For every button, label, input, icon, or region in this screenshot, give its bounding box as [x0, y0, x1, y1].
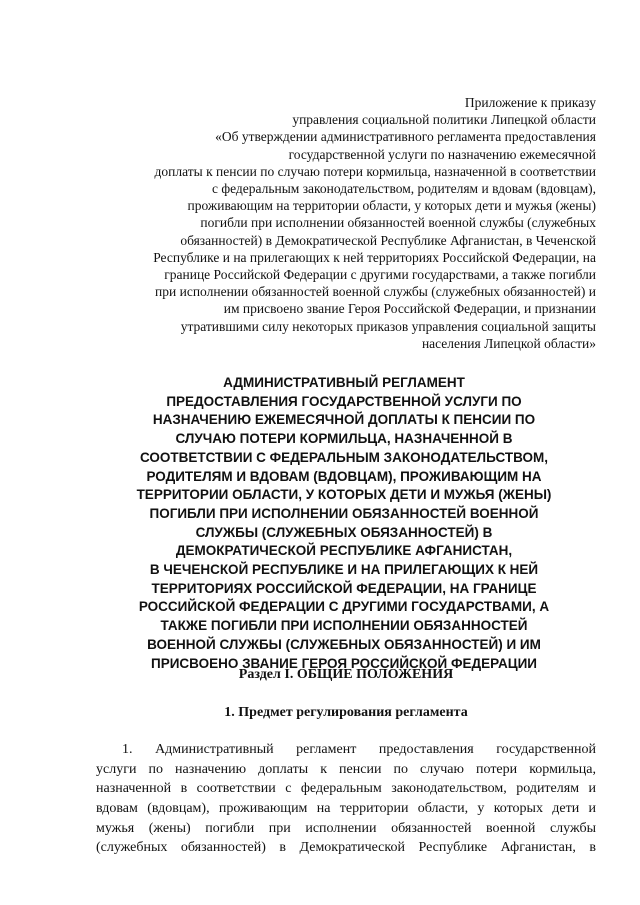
appendix-line: доплаты к пенсии по случаю потери кормильца, назначенной в соответствии [154, 163, 596, 179]
paragraph-line: мужья (жены) погибли при исполнении обязанностей военной службы [96, 820, 596, 836]
regulation-title-line: ДЕМОКРАТИЧЕСКОЙ РЕСПУБЛИКЕ АФГАНИСТАН, [175, 543, 513, 559]
appendix-line: Республике и на прилегающих к ней территориях Российской Федерации, на [153, 249, 596, 265]
appendix-line: населения Липецкой области» [421, 335, 596, 351]
appendix-line: погибли при исполнении обязанностей военной службы (служебных [200, 215, 596, 231]
section-heading: Раздел I. ОБЩИЕ ПОЛОЖЕНИЯ [238, 667, 454, 682]
regulation-title-line: СЛУЧАЮ ПОТЕРИ КОРМИЛЬЦА, НАЗНАЧЕННОЙ В [175, 431, 513, 447]
regulation-title-line: ТЕРРИТОРИИ ОБЛАСТИ, У КОТОРЫХ ДЕТИ И МУЖЬЯ (ЖЕНЫ) [136, 487, 552, 503]
regulation-title-line: ПРИСВОЕНО ЗВАНИЕ ГЕРОЯ РОССИЙСКОЙ ФЕДЕРАЦИИ [151, 655, 537, 671]
appendix-line: проживающим на территории области, у которых дети и мужья (жены) [187, 198, 596, 214]
paragraph-line: вдовам (вдовцам), проживающим на территории области, у которых дети и [96, 801, 596, 817]
appendix-line: государственной услуги по назначению ежемесячной [288, 146, 596, 162]
regulation-title-line: СООТВЕТСТВИИ С ФЕДЕРАЛЬНЫМ ЗАКОНОДАТЕЛЬСТВОМ, [139, 449, 549, 465]
paragraph-line: 1. Административный регламент предоставления государственной [122, 742, 596, 757]
regulation-title-line: ТАКЖЕ ПОГИБЛИ ПРИ ИСПОЛНЕНИИ ОБЯЗАННОСТЕЙ [160, 618, 528, 634]
regulation-title-line: В ЧЕЧЕНСКОЙ РЕСПУБЛИКЕ И НА ПРИЛЕГАЮЩИХ К НЕЙ [149, 562, 539, 578]
appendix-line: обязанностей) в Демократической Республике Афганистан, в Чеченской [180, 232, 596, 248]
regulation-title-line: РОССИЙСКОЙ ФЕДЕРАЦИИ С ДРУГИМИ ГОСУДАРСТВАМИ, А [138, 599, 550, 615]
paragraph-line: (служебных обязанностей) в Демократической Республике Афганистан, в [96, 840, 596, 856]
appendix-header [96, 94, 596, 352]
appendix-line: утратившими силу некоторых приказов управления социальной защиты [180, 318, 596, 334]
paragraph-line: назначенной в соответствии с федеральным законодательством, родителям и [96, 781, 596, 797]
appendix-line: управления социальной политики Липецкой области [292, 112, 596, 128]
regulation-title-line: ВОЕННОЙ СЛУЖБЫ (СЛУЖЕБНЫХ ОБЯЗАННОСТЕЙ) И ИМ [147, 636, 541, 652]
appendix-line: с федеральным законодательством, родителям и вдовам (вдовцам), [211, 181, 596, 197]
regulation-title-line: СЛУЖБЫ (СЛУЖЕБНЫХ ОБЯЗАННОСТЕЙ) В [195, 524, 493, 540]
paragraph-1 [96, 740, 596, 858]
regulation-title-line: ПОГИБЛИ ПРИ ИСПОЛНЕНИИ ОБЯЗАННОСТЕЙ ВОЕННОЙ [149, 505, 539, 521]
appendix-line: им присвоено звание Героя Российской Федерации, и признании [223, 301, 596, 317]
appendix-line: при исполнении обязанностей военной службы (служебных обязанностей) и [155, 284, 596, 300]
appendix-line: «Об утверждении административного регламента предоставления [215, 129, 596, 145]
regulation-title-line: ТЕРРИТОРИЯХ РОССИЙСКОЙ ФЕДЕРАЦИИ, НА ГРАНИЦЕ [151, 580, 537, 596]
regulation-title-line: АДМИНИСТРАТИВНЫЙ РЕГЛАМЕНТ [223, 375, 465, 390]
regulation-title [88, 374, 600, 673]
regulation-title-line: РОДИТЕЛЯМ И ВДОВАМ (ВДОВЦАМ), ПРОЖИВАЮЩИМ НА [146, 468, 542, 484]
appendix-line: границе Российской Федерации с другими государствами, а также погибли [164, 267, 596, 283]
appendix-line: Приложение к приказу [464, 95, 596, 110]
regulation-title-line: НАЗНАЧЕНИЮ ЕЖЕМЕСЯЧНОЙ ДОПЛАТЫ К ПЕНСИИ ПО [152, 412, 536, 428]
paragraph-line: услуги по назначению доплаты к пенсии по случаю потери кормильца, [96, 761, 596, 777]
subsection-heading: 1. Предмет регулирования регламента [224, 705, 468, 720]
regulation-title-line: ПРЕДОСТАВЛЕНИЯ ГОСУДАРСТВЕННОЙ УСЛУГИ ПО [166, 393, 522, 409]
